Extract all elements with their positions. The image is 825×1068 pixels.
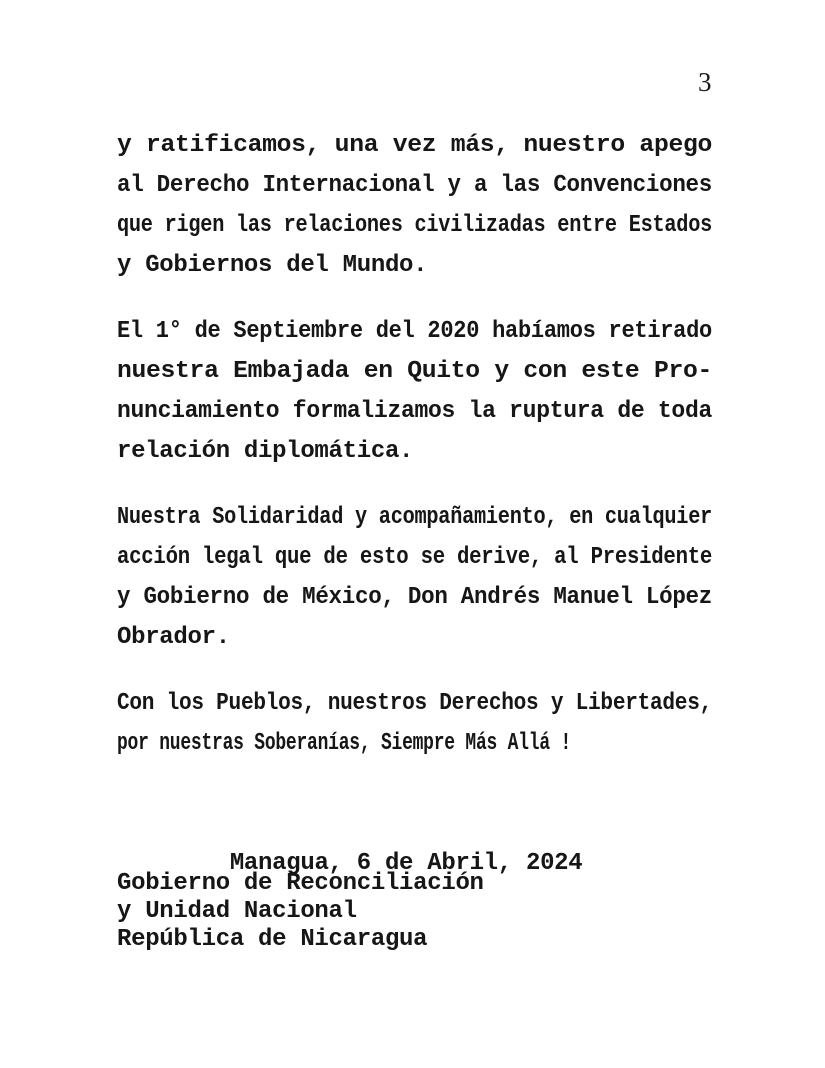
text-line-content: República de Nicaragua: [117, 926, 428, 953]
text-line-content: Obrador.: [117, 624, 230, 651]
text-line-content: acción legal que de esto se derive, al Presidente: [117, 544, 712, 571]
text-line-content: por nuestras Soberanías, Siempre Más Allá !: [117, 730, 571, 757]
text-line: [117, 538, 712, 578]
text-line: [117, 870, 712, 898]
dateline: Managua, 6 de Abril, 2024: [229, 850, 583, 877]
text-line: [117, 126, 712, 166]
paragraph: [117, 312, 712, 472]
text-line: [117, 684, 712, 724]
text-line-content: y Unidad Nacional: [117, 898, 357, 925]
text-line-content: El 1° de Septiembre del 2020 habíamos retirado: [117, 318, 712, 345]
text-line-content: Gobierno de Reconciliación: [117, 870, 484, 897]
text-line-content: Con los Pueblos, nuestros Derechos y Libertades,: [117, 690, 712, 717]
text-line: [117, 724, 712, 764]
text-line-content: nunciamiento formalizamos la ruptura de toda: [117, 398, 712, 425]
text-line-content: nuestra Embajada en Quito y con este Pro-: [117, 358, 712, 385]
text-line: [117, 618, 712, 658]
page-number: 3: [698, 67, 712, 97]
text-line: [117, 498, 712, 538]
text-line: [117, 206, 712, 246]
text-line: [117, 312, 712, 352]
text-line-content: que rigen las relaciones civilizadas entre Estados: [117, 212, 712, 239]
text-line-content: y ratificamos, una vez más, nuestro apego: [117, 132, 712, 159]
text-line: [117, 246, 712, 286]
paragraph: [117, 684, 712, 764]
text-line: [117, 392, 712, 432]
text-line-content: Nuestra Solidaridad y acompañamiento, en cualquier: [117, 504, 712, 531]
text-line-content: al Derecho Internacional y a las Convenciones: [117, 172, 712, 199]
text-line: [117, 804, 712, 877]
text-line-content: y Gobierno de México, Don Andrés Manuel López: [117, 584, 712, 611]
paragraph: [117, 498, 712, 658]
paragraph: [117, 126, 712, 286]
text-line: [117, 578, 712, 618]
text-line-content: relación diplomática.: [117, 438, 414, 465]
text-line: [117, 898, 712, 926]
document-body: [117, 126, 712, 954]
text-line: [117, 352, 712, 392]
paragraphs: [117, 126, 712, 764]
dateline-block: [117, 804, 712, 877]
text-line-content: y Gobiernos del Mundo.: [117, 252, 428, 279]
text-line: [117, 926, 712, 954]
signature-block: [117, 870, 712, 954]
text-line: [117, 166, 712, 206]
text-line: [117, 432, 712, 472]
